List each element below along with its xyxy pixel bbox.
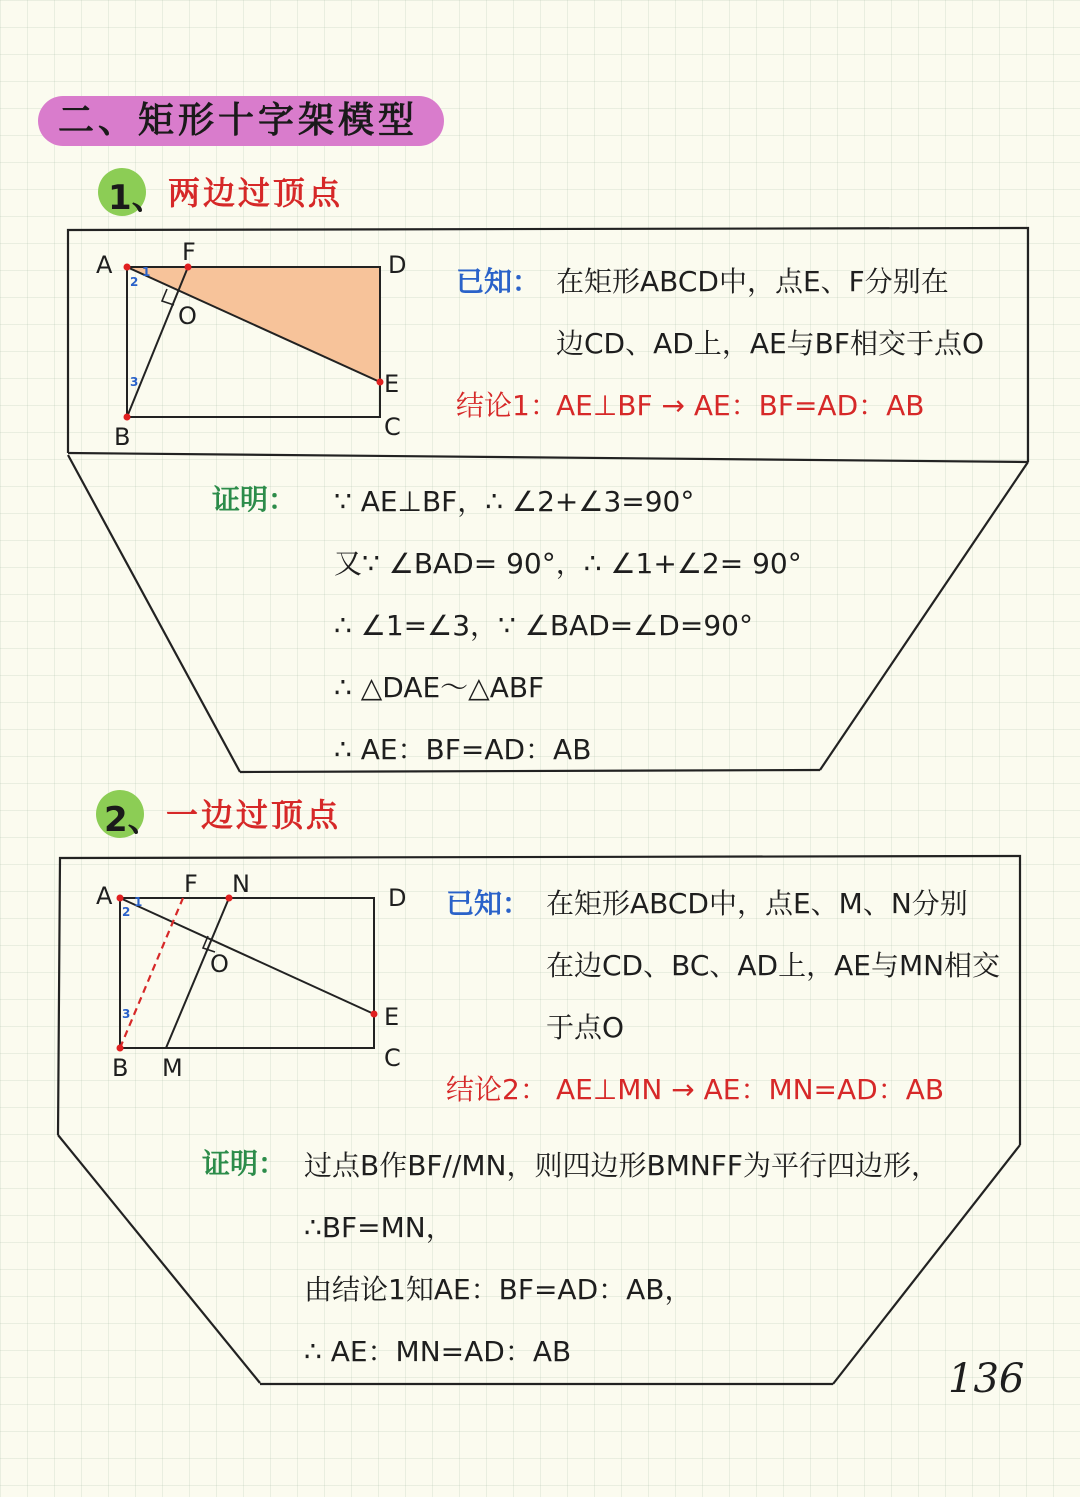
angle-2: 2 xyxy=(130,275,139,289)
label-e: E xyxy=(384,370,400,398)
label-c: C xyxy=(384,1044,401,1072)
angle-3: 3 xyxy=(130,375,139,389)
rectangle-abcd xyxy=(120,898,374,1048)
point-b xyxy=(124,414,131,421)
label-m: M xyxy=(162,1054,183,1082)
part2-conclusion-label: 结论2： xyxy=(446,1073,548,1106)
part2-proof-line-3: 由结论1知AE：BF=AD：AB， xyxy=(304,1273,693,1306)
part1-title: 两边过顶点 xyxy=(168,174,344,212)
part1-known-label: 已知： xyxy=(456,265,541,298)
label-a: A xyxy=(96,251,113,279)
label-c: C xyxy=(384,413,401,441)
label-n: N xyxy=(232,870,250,898)
point-a xyxy=(124,264,131,271)
point-e xyxy=(371,1011,378,1018)
label-f: F xyxy=(182,240,196,266)
part2-proof-label: 证明： xyxy=(202,1147,287,1180)
part2-title: 一边过顶点 xyxy=(166,796,342,834)
label-o: O xyxy=(210,950,229,978)
part1-proof-line-3: ∴ ∠1=∠3，∵ ∠BAD=∠D=90° xyxy=(334,609,753,642)
part1-proof-label: 证明： xyxy=(212,483,297,516)
label-f: F xyxy=(184,870,198,898)
part2-known-label: 已知： xyxy=(446,887,531,920)
part2-known-line2: 在边CD、BC、AD上，AE与MN相交 xyxy=(546,949,1001,982)
angle-1: 1 xyxy=(134,895,143,909)
part2-proof-line-1: 过点B作BF//MN，则四边形BMNFF为平行四边形， xyxy=(304,1149,940,1182)
part1-figure xyxy=(90,240,430,450)
label-a: A xyxy=(96,882,113,910)
part2-known-line3: 于点O xyxy=(546,1011,625,1044)
part1-proof-line-4: ∴ △DAE～△ABF xyxy=(334,671,545,704)
part1-known-line2: 边CD、AD上，AE与BF相交于点O xyxy=(556,327,985,360)
part1-conclusion-text: AE⊥BF → AE：BF=AD：AB xyxy=(556,389,925,422)
part1-conclusion-label: 结论1： xyxy=(456,389,558,422)
page-number: 136 xyxy=(948,1356,1025,1402)
part2-number: 2、 xyxy=(104,800,162,840)
point-e xyxy=(377,379,384,386)
part1-proof-line-2: 又∵ ∠BAD= 90°，∴ ∠1+∠2= 90° xyxy=(334,547,802,580)
angle-1: 1 xyxy=(142,265,151,279)
segment-bf-dashed xyxy=(120,898,183,1048)
part1-proof-line-5: ∴ AE：BF=AD：AB xyxy=(334,733,592,766)
label-b: B xyxy=(112,1054,129,1082)
label-d: D xyxy=(388,251,407,279)
section-title: 二、矩形十字架模型 xyxy=(38,96,444,146)
label-d: D xyxy=(388,884,407,912)
label-o: O xyxy=(178,302,197,330)
part2-conclusion-text: AE⊥MN → AE：MN=AD：AB xyxy=(556,1073,945,1106)
angle-2: 2 xyxy=(122,905,131,919)
part1-known-line1: 在矩形ABCD中，点E、F分别在 xyxy=(556,265,949,298)
angle-3: 3 xyxy=(122,1007,131,1021)
right-angle-mark xyxy=(162,289,174,305)
point-b xyxy=(117,1045,124,1052)
label-b: B xyxy=(114,423,131,450)
part2-figure xyxy=(90,868,430,1083)
part2-proof-line-2: ∴BF=MN， xyxy=(304,1211,454,1244)
segment-bf xyxy=(127,267,188,417)
part1-proof-line-1: ∵ AE⊥BF，∴ ∠2+∠3=90° xyxy=(334,485,695,518)
label-e: E xyxy=(384,1003,400,1031)
part1-number: 1、 xyxy=(108,178,166,218)
part2-proof-line-4: ∴ AE：MN=AD：AB xyxy=(304,1335,572,1368)
part2-known-line1: 在矩形ABCD中，点E、M、N分别 xyxy=(546,887,968,920)
point-a xyxy=(117,895,124,902)
